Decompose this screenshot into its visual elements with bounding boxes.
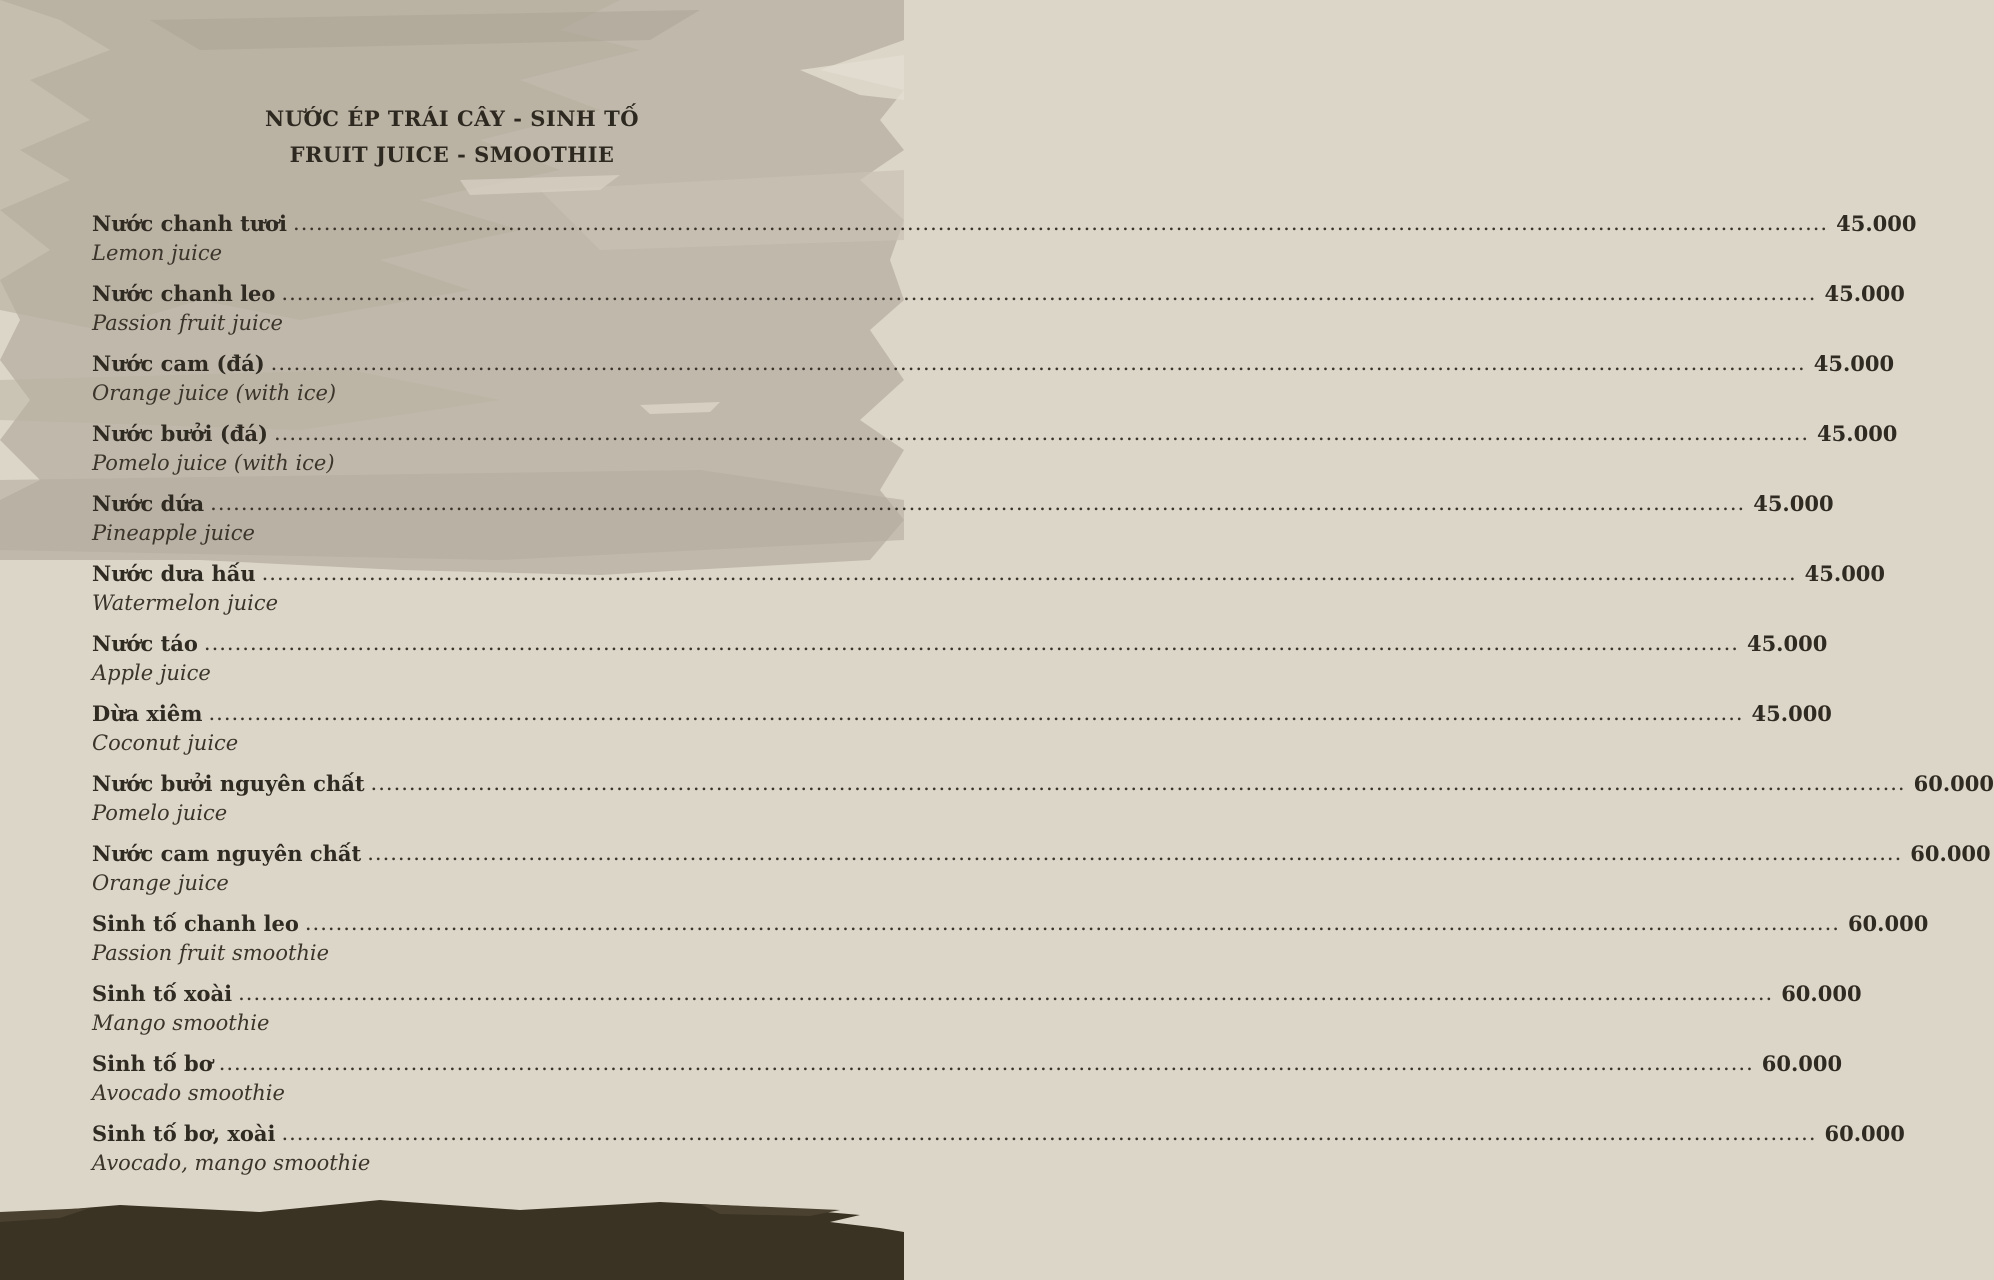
menu-item-name: Sinh tố bơ, xoài [92,1121,276,1146]
menu-item-row [92,764,1994,798]
menu-item-price: 60.000 [1910,841,1991,866]
menu-item [92,834,1991,904]
menu-item-row [92,1044,1843,1078]
menu-item-row [92,274,1905,308]
menu-item-price: 45.000 [1836,211,1917,236]
menu-item-price: 45.000 [1804,561,1886,586]
menu-item-english-name: Passion fruit smoothie [92,941,330,965]
menu-item [92,624,1828,694]
dot-leader: ........................................................................................................................................................................................................ [273,421,1810,445]
dot-leader: ........................................................................................................................................................................................................ [270,351,1806,375]
menu-item-price: 45.000 [1817,421,1898,446]
menu-item-row [92,834,1991,868]
menu-item-name: Nước dứa [92,491,205,516]
menu-item-price: 45.000 [1813,351,1895,376]
menu-item [92,904,1929,974]
menu-title-english: FRUIT JUICE - SMOOTHIE [289,142,615,167]
menu-item-price: 45.000 [1824,281,1905,306]
menu-item-price: 45.000 [1753,491,1834,516]
menu-item [92,1044,1843,1114]
menu-item-row [92,1114,1905,1148]
menu-item-name: Sinh tố bơ [92,1051,213,1076]
menu-item-row [92,974,1862,1008]
menu-item-row [92,204,1917,238]
menu-item [92,414,1898,484]
menu-item [92,274,1905,344]
menu-item-name: Nước cam nguyên chất [92,841,362,866]
menu-item-name: Nước chanh leo [92,281,276,306]
menu-item-name: Nước dưa hấu [92,561,256,586]
menu-item-english-name: Lemon juice [92,241,223,265]
menu-item [92,554,1886,624]
menu-item-english-name: Pineapple juice [92,521,255,545]
menu-item-name: Nước bưởi nguyên chất [92,771,365,796]
menu-item [92,764,1994,834]
menu-item-english-name: Passion fruit juice [92,311,283,335]
menu-item-name: Nước bưởi (đá) [92,421,268,446]
menu-item-row [92,554,1886,588]
menu-item-name: Nước chanh tươi [92,211,288,236]
menu-item [92,1114,1905,1184]
menu-item-name: Sinh tố xoài [92,981,233,1006]
dot-leader: ........................................................................................................................................................................................................ [208,701,1744,725]
menu-item-english-name: Coconut juice [92,731,239,755]
menu-item-name: Sinh tố chanh leo [92,911,299,936]
menu-item-price: 60.000 [1761,1051,1843,1076]
menu-item-price: 60.000 [1913,771,1994,796]
menu-item [92,344,1895,414]
menu-item [92,974,1862,1044]
dot-leader: ........................................................................................................................................................................................................ [210,491,1746,515]
menu-item [92,484,1834,554]
menu-item-english-name: Avocado, mango smoothie [92,1151,371,1175]
menu-item-price: 60.000 [1824,1121,1905,1146]
menu-item-name: Nước cam (đá) [92,351,265,376]
menu-item-row [92,624,1828,658]
menu-item-price: 60.000 [1847,911,1929,936]
dot-leader: ........................................................................................................................................................................................................ [304,911,1840,935]
menu-item-english-name: Avocado smoothie [92,1081,285,1105]
menu-title-vietnamese: NƯỚC ÉP TRÁI CÂY - SINH TỐ [265,106,639,131]
menu-item-name: Dừa xiêm [92,701,203,726]
menu-item-english-name: Watermelon juice [92,591,279,615]
menu-item-name: Nước táo [92,631,198,656]
menu-item-english-name: Pomelo juice (with ice) [92,451,335,475]
menu-item-english-name: Orange juice [92,871,229,895]
menu-item-english-name: Orange juice (with ice) [92,381,337,405]
dot-leader: ........................................................................................................................................................................................................ [203,631,1739,655]
menu-item-price: 45.000 [1746,631,1828,656]
menu-item-row [92,344,1895,378]
menu-item-row [92,904,1929,938]
menu-item-price: 60.000 [1781,981,1862,1006]
menu-item-english-name: Mango smoothie [92,1011,270,1035]
dot-leader: ........................................................................................................................................................................................................ [281,281,1817,305]
dot-leader: ........................................................................................................................................................................................................ [367,841,1903,865]
dot-leader: ........................................................................................................................................................................................................ [370,771,1906,795]
dot-leader: ........................................................................................................................................................................................................ [261,561,1797,585]
dot-leader: ........................................................................................................................................................................................................ [281,1121,1817,1145]
dot-leader: ........................................................................................................................................................................................................ [238,981,1774,1005]
dot-leader: ........................................................................................................................................................................................................ [218,1051,1754,1075]
dot-leader: ........................................................................................................................................................................................................ [293,211,1829,235]
menu-item-english-name: Pomelo juice [92,801,228,825]
menu-item-row [92,414,1898,448]
menu-item-row [92,484,1834,518]
menu-item-price: 45.000 [1751,701,1832,726]
menu-item [92,204,1917,274]
menu-item-english-name: Apple juice [92,661,211,685]
menu-item [92,694,1832,764]
menu-item-row [92,694,1832,728]
